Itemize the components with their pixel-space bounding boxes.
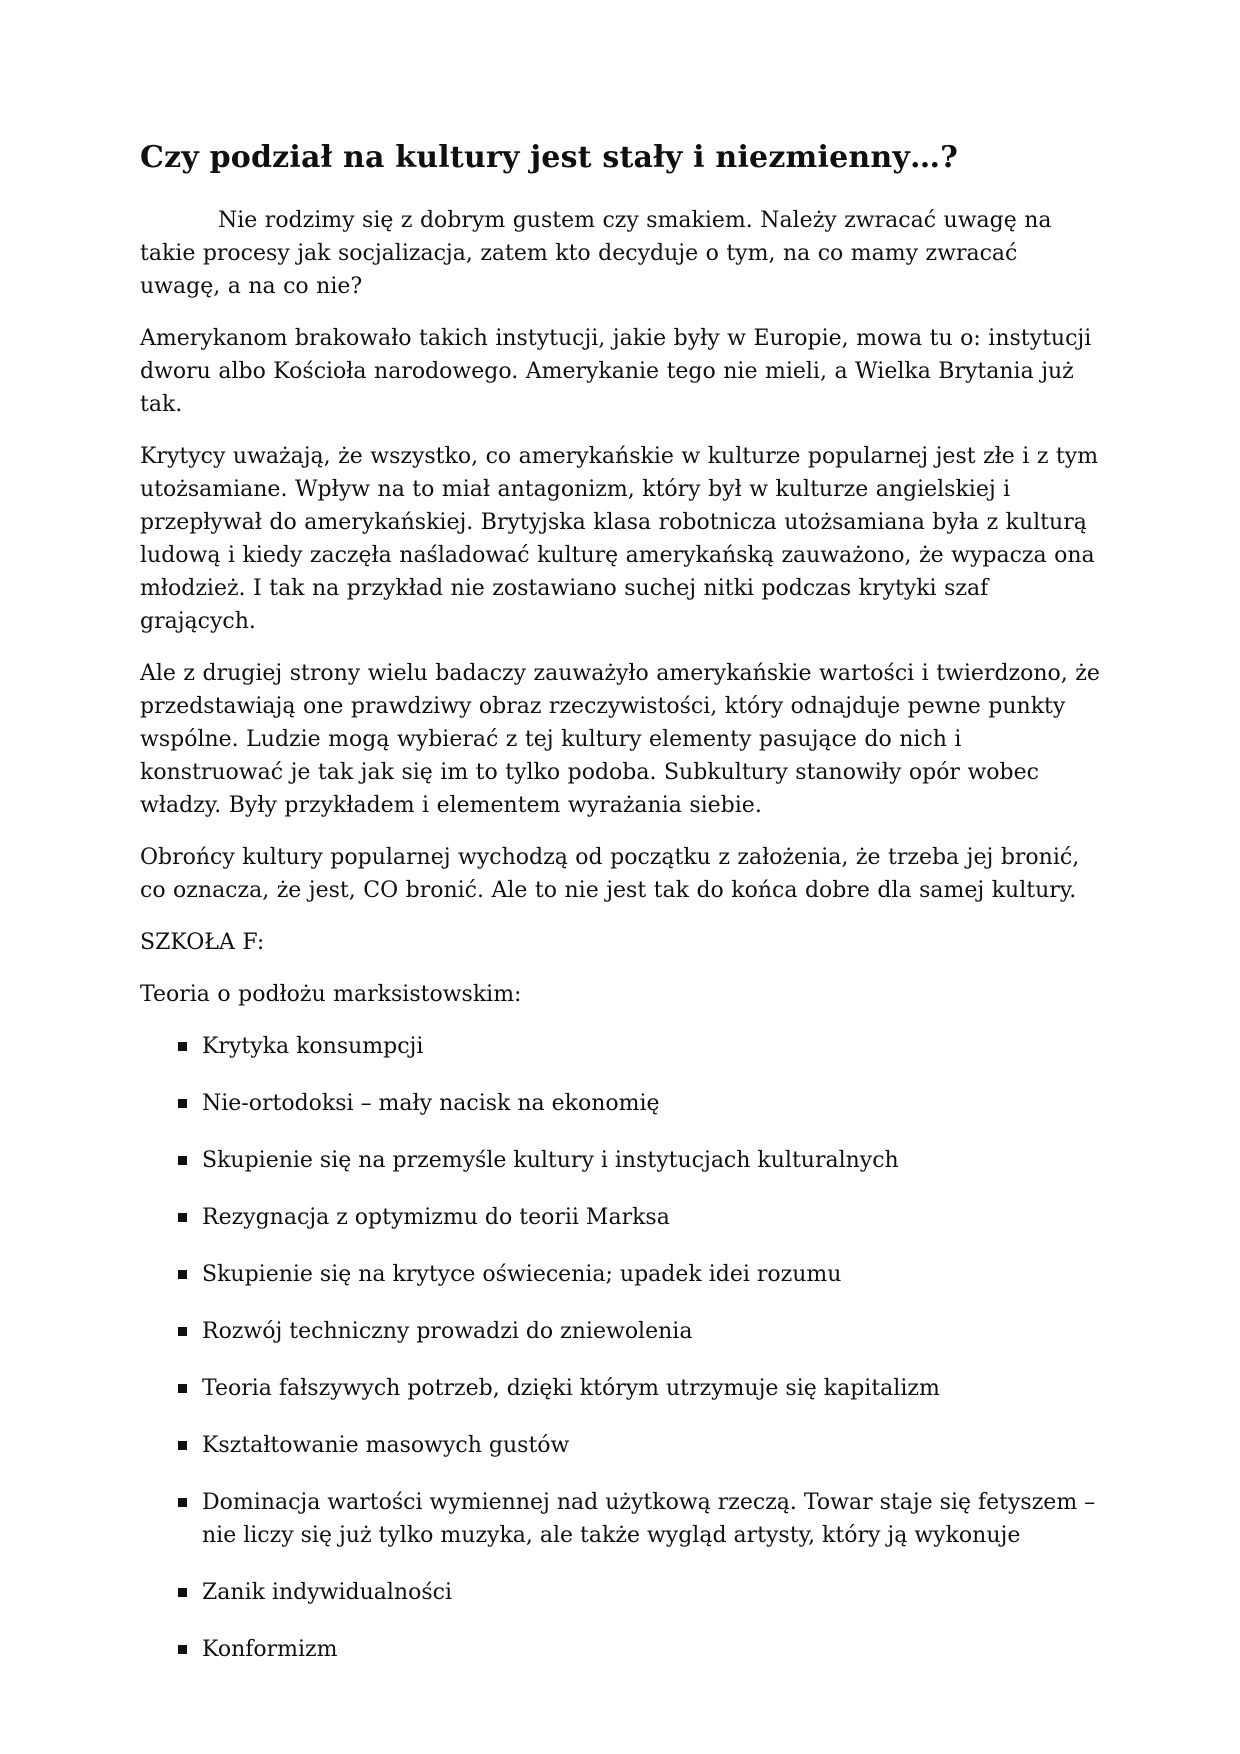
bullet-list <box>140 1030 1100 1666</box>
bullet-square-icon <box>178 1498 187 1507</box>
bullet-text: Skupienie się na przemyśle kultury i instytucjach kulturalnych <box>202 1148 899 1173</box>
paragraph: Nie rodzimy się z dobrym gustem czy smakiem. Należy zwracać uwagę na takie procesy jak socjalizacja, zatem kto decyduje o tym, na co mamy zwracać uwagę, a na co nie? <box>140 208 1052 299</box>
bullet-text: Nie-ortodoksi – mały nacisk na ekonomię <box>202 1091 660 1116</box>
bullet-text: Rozwój techniczny prowadzi do zniewolenia <box>202 1319 693 1344</box>
bullet-item <box>140 1030 1100 1063</box>
bullet-square-icon <box>178 1213 187 1222</box>
bullet-text: Rezygnacja z optymizmu do teorii Marksa <box>202 1205 670 1230</box>
bullet-item <box>140 1486 1100 1552</box>
paragraph: Amerykanom brakowało takich instytucji, jakie były w Europie, mowa tu o: instytucji dworu albo Kościoła narodowego. Amerykanie tego nie mieli, a Wielka Brytania już tak. <box>140 326 1092 417</box>
bullet-square-icon <box>178 1156 187 1165</box>
bullet-item <box>140 1315 1100 1348</box>
bullet-text: Skupienie się na krytyce oświecenia; upadek idei rozumu <box>202 1262 842 1287</box>
bullet-item <box>140 1429 1100 1462</box>
bullet-text: Teoria fałszywych potrzeb, dzięki którym utrzymuje się kapitalizm <box>202 1376 940 1401</box>
bullet-item <box>140 1144 1100 1177</box>
bullet-square-icon <box>178 1645 187 1654</box>
bullet-text: Dominacja wartości wymiennej nad użytkową rzeczą. Towar staje się fetyszem – nie liczy się już tylko muzyka, ale także wygląd artysty, który ją wykonuje <box>202 1490 1096 1548</box>
bullet-text: Zanik indywidualności <box>202 1580 452 1605</box>
bullet-text: Krytyka konsumpcji <box>202 1034 424 1059</box>
bullet-square-icon <box>178 1441 187 1450</box>
paragraph: Teoria o podłożu marksistowskim: <box>140 982 522 1007</box>
paragraph: Krytycy uważają, że wszystko, co amerykańskie w kulturze popularnej jest złe i z tym utożsamiane. Wpływ na to miał antagonizm, który był w kulturze angielskiej i przepływał do amerykańskiej. Brytyjska klasa robotnicza utożsamiana była z kulturą ludową i kiedy zaczęła naśladować kulturę amerykańską zauważono, że wypacza ona młodzież. I tak na przykład nie zostawiano suchej nitki podczas krytyki szaf grających. <box>140 444 1099 634</box>
bullet-item <box>140 1201 1100 1234</box>
paragraph: SZKOŁA F: <box>140 930 265 955</box>
paragraph: Ale z drugiej strony wielu badaczy zauważyło amerykańskie wartości i twierdzono, że przedstawiają one prawdziwy obraz rzeczywistości, który odnajduje pewne punkty wspólne. Ludzie mogą wybierać z tej kultury elementy pasujące do nich i konstruować je tak jak się im to tylko podoba. Subkultury stanowiły opór wobec władzy. Były przykładem i elementem wyrażania siebie. <box>140 661 1100 818</box>
bullet-item <box>140 1258 1100 1291</box>
bullet-square-icon <box>178 1588 187 1597</box>
paragraph: Obrońcy kultury popularnej wychodzą od początku z założenia, że trzeba jej bronić, co oznacza, że jest, CO bronić. Ale to nie jest tak do końca dobre dla samej kultury. <box>140 845 1080 903</box>
bullet-square-icon <box>178 1327 187 1336</box>
bullet-text: Konformizm <box>202 1637 338 1662</box>
bullet-square-icon <box>178 1099 187 1108</box>
bullet-item <box>140 1576 1100 1609</box>
bullet-square-icon <box>178 1042 187 1051</box>
bullet-item <box>140 1372 1100 1405</box>
paragraphs-container <box>140 204 1100 1011</box>
bullet-square-icon <box>178 1384 187 1393</box>
bullet-item <box>140 1087 1100 1120</box>
bullet-text: Kształtowanie masowych gustów <box>202 1433 570 1458</box>
bullet-item <box>140 1633 1100 1666</box>
document-title: Czy podział na kultury jest stały i niezmienny…? <box>140 140 959 175</box>
bullet-square-icon <box>178 1270 187 1279</box>
